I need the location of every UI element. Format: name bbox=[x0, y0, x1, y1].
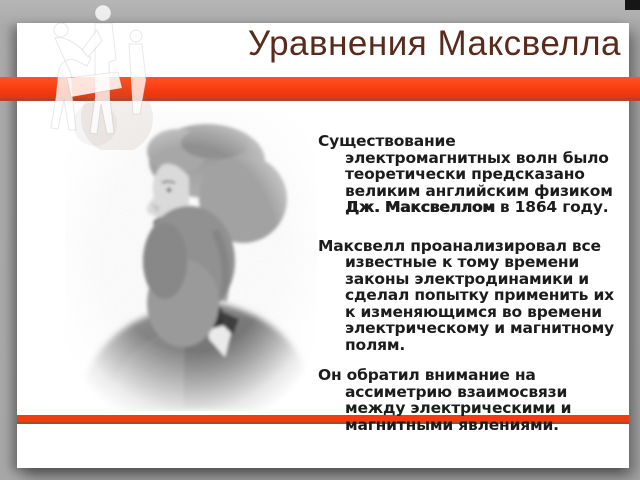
slide-body-text bbox=[318, 133, 616, 433]
paragraph-existence bbox=[318, 133, 616, 216]
slide-title: Уравнения Максвелла bbox=[247, 24, 621, 63]
paragraph-analysis: Максвелл проанализировал все известные к тому времени законы электродинамики и сделал попытку применить их к изменяющимся во времени электрическому и магнитному полям. bbox=[318, 236, 614, 354]
paragraph-existence-lead: Существование электромагнитных волн было теоретически предсказано великим английским физиком bbox=[318, 132, 613, 200]
maxwell-portrait-image bbox=[65, 111, 317, 411]
paragraph-existence-tail: в 1864 году. bbox=[494, 198, 609, 216]
title-accent-bar bbox=[0, 77, 640, 101]
paragraph-asymmetry: Он обратил внимание на ассиметрию взаимосвязи между электрическими и магнитными явлениями. bbox=[318, 366, 572, 434]
maxwell-name-emphasis: Дж. Максвеллом bbox=[345, 198, 495, 216]
top-right-dark-fragment bbox=[625, 0, 640, 10]
